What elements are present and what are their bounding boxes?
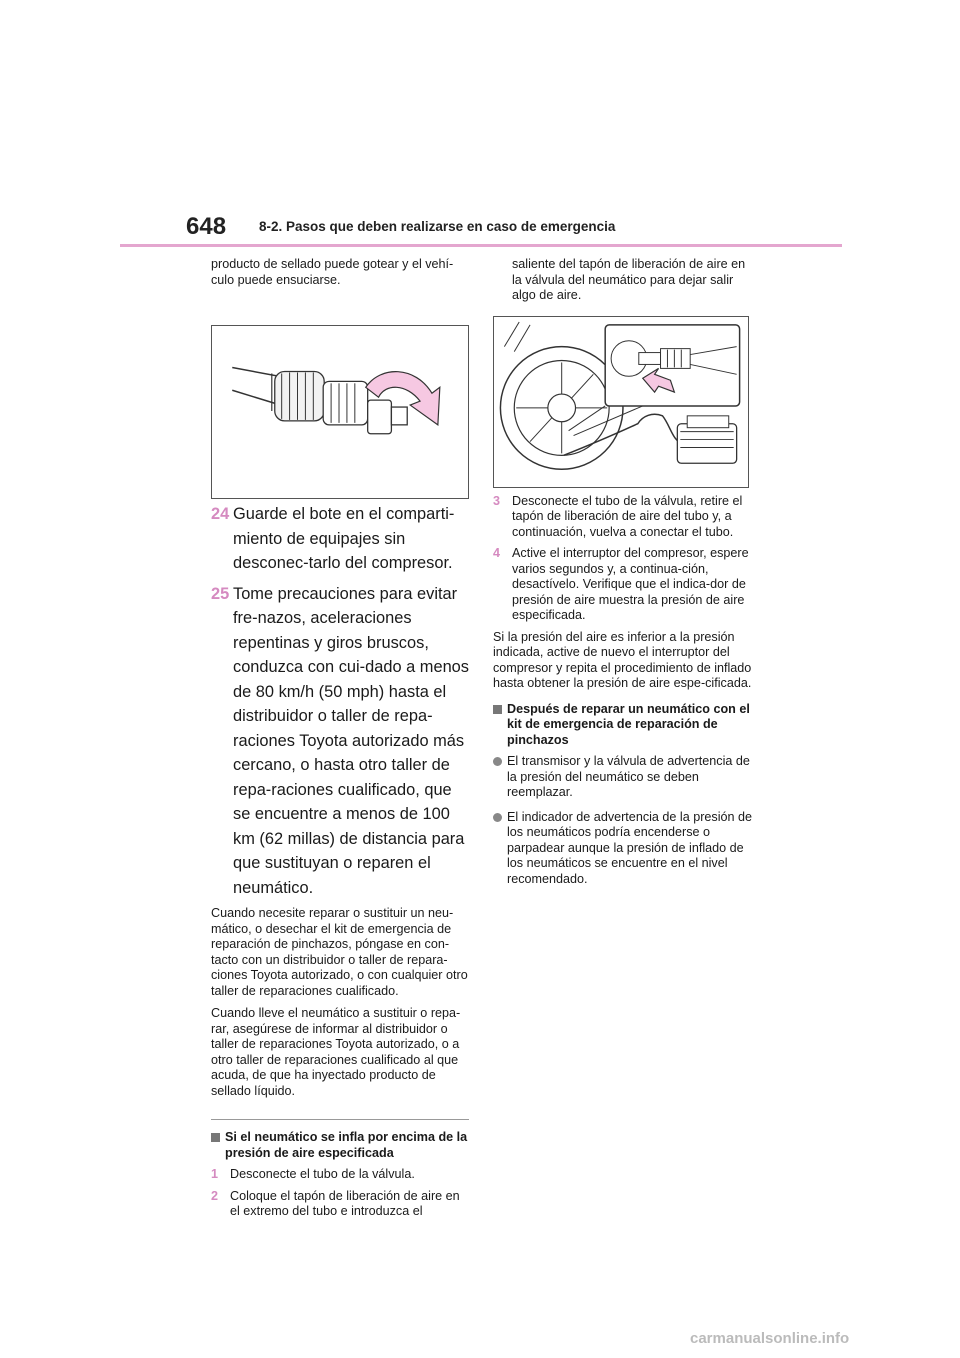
tire-valve-illustration [493,316,749,488]
tire-valve-drawing [494,317,748,487]
continuation-text: saliente del tapón de liberación de aire en la válvula del neumático para dejar salir algo de aire. [512,257,746,302]
section-heading-text: Después de reparar un neumático con el kit de emergencia de reparación de pinchazos [507,701,750,747]
step-text: Tome precauciones para evitar fre-nazos, aceleraciones repentinas y giros bruscos, conduzca con cui-dado a menos de 80 km/h (50 mph) hasta el distribuidor o taller de repa-raciones Toyota autorizado más cercano, o hasta otro taller de repa-raciones cualificado, que se encuentre a menos de 100 km (62 millas) de distancia para que sustituyan o reparen el neumático. [233,584,469,897]
step-number: 25 [211,584,230,603]
right-column [493,257,755,896]
section-heading [493,702,755,749]
step-number: 3 [493,493,501,508]
substep-4 [493,546,755,624]
circle-bullet-icon [493,813,502,822]
square-bullet-icon [493,705,502,714]
step-25 [211,582,469,901]
paragraph: Si la presión del aire es inferior a la presión indicada, active de nuevo el interruptor del compresor y repita el procedimiento de inflado hasta obtener la presión de aire espe-cificada. [493,629,752,690]
step-text: Guarde el bote en el comparti-miento de equipajes sin desconec-tarlo del compresor. [233,505,455,572]
step-text: Active el interruptor del compresor, espere varios segundos y, a continua-ción, desactívelo. Verifique que el indica-dor de presión de aire muestra la presión de aire especificada. [512,546,749,622]
step-text: Desconecte el tubo de la válvula. [230,1167,415,1181]
header-divider [120,244,842,247]
bullet-item [493,810,755,888]
step-24 [211,502,469,576]
paragraph: Cuando necesite reparar o sustituir un neu-mático, o desechar el kit de emergencia de reparación de pinchazos, póngase en con-tacto con un distribuidor o taller de repara-ciones Toyota autorizado, o con cualquier otro taller de reparaciones cualificado. [211,906,468,998]
substep-3 [493,494,755,541]
hose-cap-illustration [211,325,469,499]
section-heading-text: Si el neumático se infla por encima de la presión de aire especificada [225,1130,468,1160]
paragraph: Cuando lleve el neumático a sustituir o repa-rar, asegúrese de informar al distribuidor o taller de reparaciones Toyota autorizado, o a otro taller de reparaciones cualificado al que acuda, de que ha inyectado producto de sellado líquido. [211,1006,461,1098]
section-heading [211,1130,469,1161]
intro-text: producto de sellado puede gotear y el vehí-culo puede ensuciarse. [211,257,454,287]
bullet-text: El indicador de advertencia de la presión de los neumáticos podría encenderse o parpadear aunque la presión de inflado de los neumáticos se encuentre en el nivel recomendado. [507,809,753,886]
bullet-item [493,754,755,801]
step-number: 4 [493,546,501,560]
hose-cap-drawing [212,326,468,498]
step-number: 2 [211,1188,219,1203]
substep-1 [211,1167,469,1183]
square-bullet-icon [211,1133,220,1142]
step-text: Desconecte el tubo de la válvula, retire el tapón de liberación de aire del tubo y, a continuación, vuelva a conectar el tubo. [512,493,743,539]
circle-bullet-icon [493,757,502,766]
left-column [211,257,469,1226]
step-number: 1 [211,1167,219,1181]
step-text: Coloque el tapón de liberación de aire en el extremo del tubo e introduzca el [230,1188,460,1218]
bullet-text: El transmisor y la válvula de advertencia de la presión del neumático se deben reemplazar. [507,754,750,799]
substep-2 [211,1189,469,1220]
section-divider [211,1119,469,1120]
step-number: 24 [211,505,230,523]
page-number: 648 [186,213,227,240]
watermark: carmanualsonline.info [690,1330,850,1347]
section-title: 8-2. Pasos que deben realizarse en caso de emergencia [259,219,616,234]
page-header [0,0,960,250]
